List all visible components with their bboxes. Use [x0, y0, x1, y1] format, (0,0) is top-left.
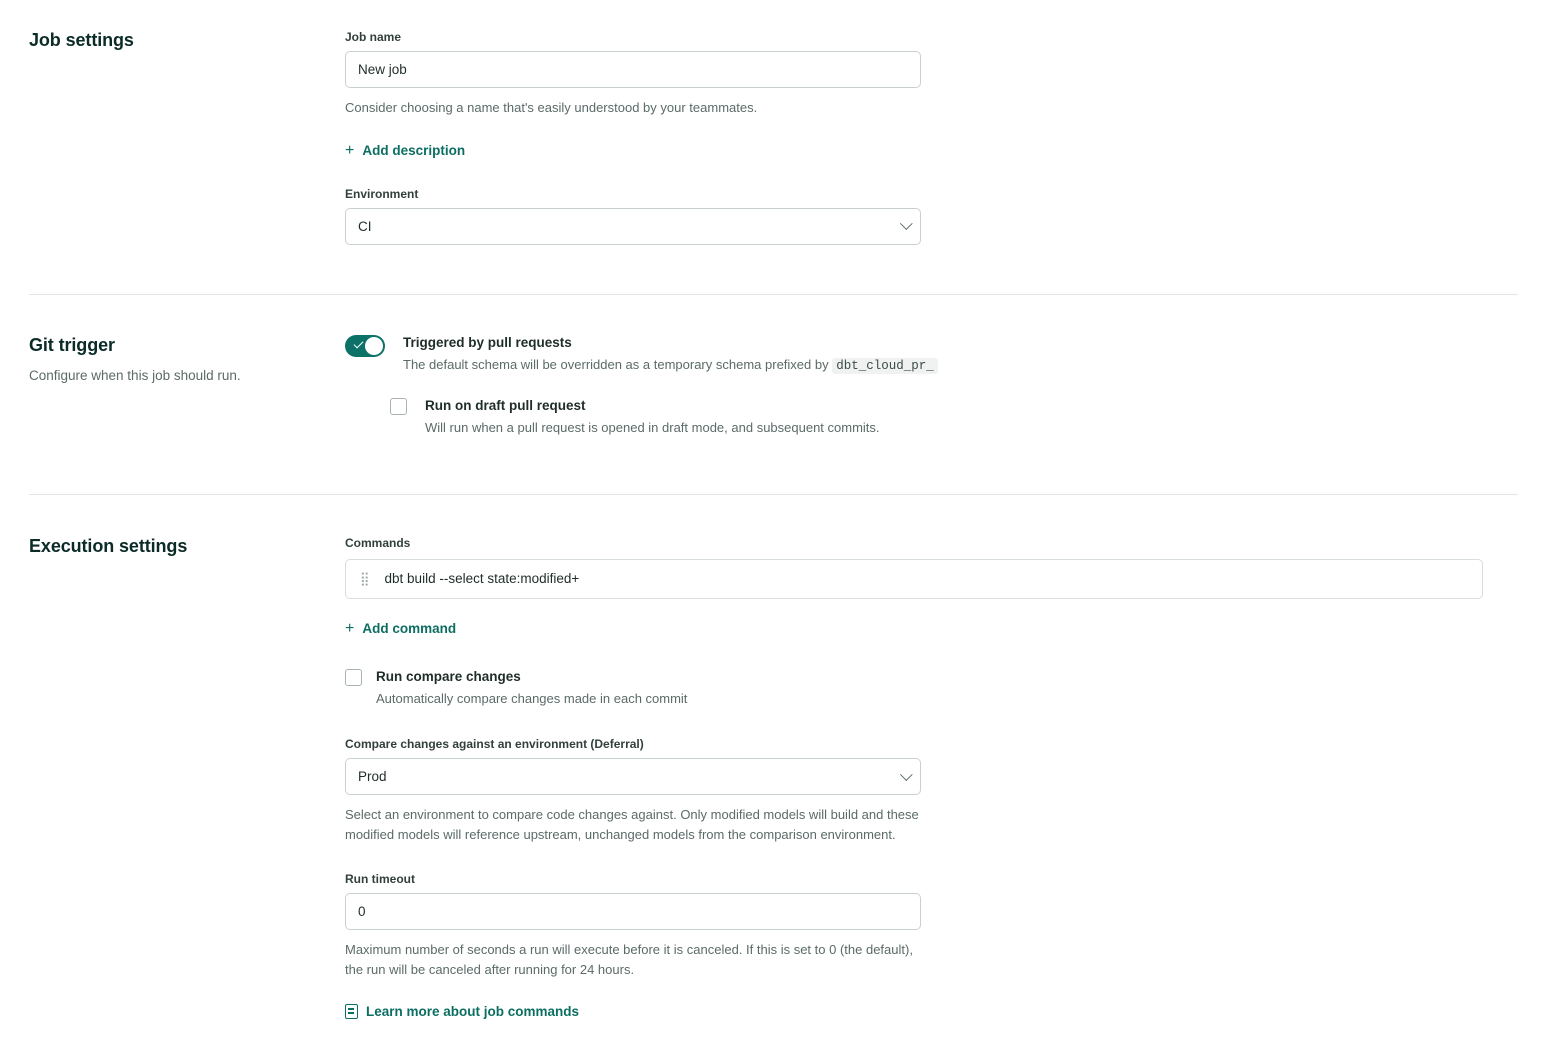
check-icon: [354, 338, 364, 348]
command-text: dbt build --select state:modified+: [384, 571, 580, 587]
deferral-select[interactable]: [345, 758, 921, 795]
job-name-help: Consider choosing a name that's easily understood by your teammates.: [345, 100, 758, 115]
run-on-draft-pull-request-label: Run on draft pull request: [425, 398, 586, 414]
run-timeout-help: Maximum number of seconds a run will execute before it is canceled. If this is set to 0 (the default), the run will be canceled after running for 24 hours.: [345, 942, 913, 977]
plus-icon: +: [345, 141, 355, 159]
job-name-input[interactable]: [345, 51, 921, 88]
execution-settings-fields: [345, 536, 1547, 1025]
job-settings-section: [0, 0, 1547, 245]
drag-handle-icon[interactable]: ⣿: [360, 571, 369, 587]
git-trigger-subtitle: Configure when this job should run.: [29, 367, 241, 383]
commands-label: Commands: [345, 535, 411, 550]
job-settings-heading-column: [0, 30, 345, 245]
execution-settings-heading-column: [0, 536, 345, 1025]
schema-prefix-code: dbt_cloud_pr_: [832, 358, 938, 374]
add-command-label: Add command: [362, 621, 457, 637]
environment-select-value: CI: [345, 208, 921, 245]
git-trigger-heading-column: [0, 335, 345, 438]
job-settings-fields: [345, 30, 1547, 245]
triggered-by-pull-requests-description: [403, 355, 938, 376]
git-trigger-fields: [345, 335, 1547, 438]
triggered-by-pull-requests-label: Triggered by pull requests: [403, 334, 572, 350]
add-description-label: Add description: [362, 143, 466, 158]
pr-description-text: The default schema will be overridden as a temporary schema prefixed by: [403, 356, 829, 372]
job-settings-title: Job settings: [29, 30, 134, 50]
execution-settings-section: [0, 495, 1547, 1025]
run-timeout-input[interactable]: [345, 893, 921, 930]
execution-settings-title: Execution settings: [29, 535, 188, 556]
job-name-label: Job name: [345, 30, 402, 44]
run-compare-changes-description: Automatically compare changes made in each commit: [376, 690, 688, 706]
plus-icon: +: [345, 619, 355, 637]
triggered-by-pull-requests-toggle[interactable]: [345, 335, 385, 357]
learn-more-label: Learn more about job commands: [366, 1004, 580, 1020]
command-row[interactable]: [345, 559, 1483, 599]
git-trigger-section: [0, 295, 1547, 438]
deferral-select-value: Prod: [345, 758, 921, 795]
deferral-help: Select an environment to compare code changes against. Only modified models will build and these modified models will reference upstream, unchanged models from the comparison environment.: [345, 807, 919, 842]
git-trigger-title: Git trigger: [29, 334, 115, 355]
run-timeout-label: Run timeout: [345, 872, 415, 887]
deferral-label: Compare changes against an environment (Deferral): [345, 737, 644, 752]
run-compare-changes-checkbox[interactable]: [345, 669, 362, 686]
add-description-button[interactable]: [345, 143, 465, 159]
run-compare-changes-label: Run compare changes: [376, 668, 521, 684]
toggle-knob: [365, 337, 383, 355]
run-on-draft-pull-request-description: Will run when a pull request is opened in draft mode, and subsequent commits.: [425, 420, 880, 436]
run-on-draft-pull-request-checkbox[interactable]: [390, 398, 407, 415]
environment-select[interactable]: [345, 208, 921, 245]
environment-label: Environment: [345, 186, 419, 201]
document-icon: [345, 1004, 358, 1019]
add-command-button[interactable]: [345, 621, 456, 637]
learn-more-about-job-commands-link[interactable]: [345, 1004, 579, 1019]
